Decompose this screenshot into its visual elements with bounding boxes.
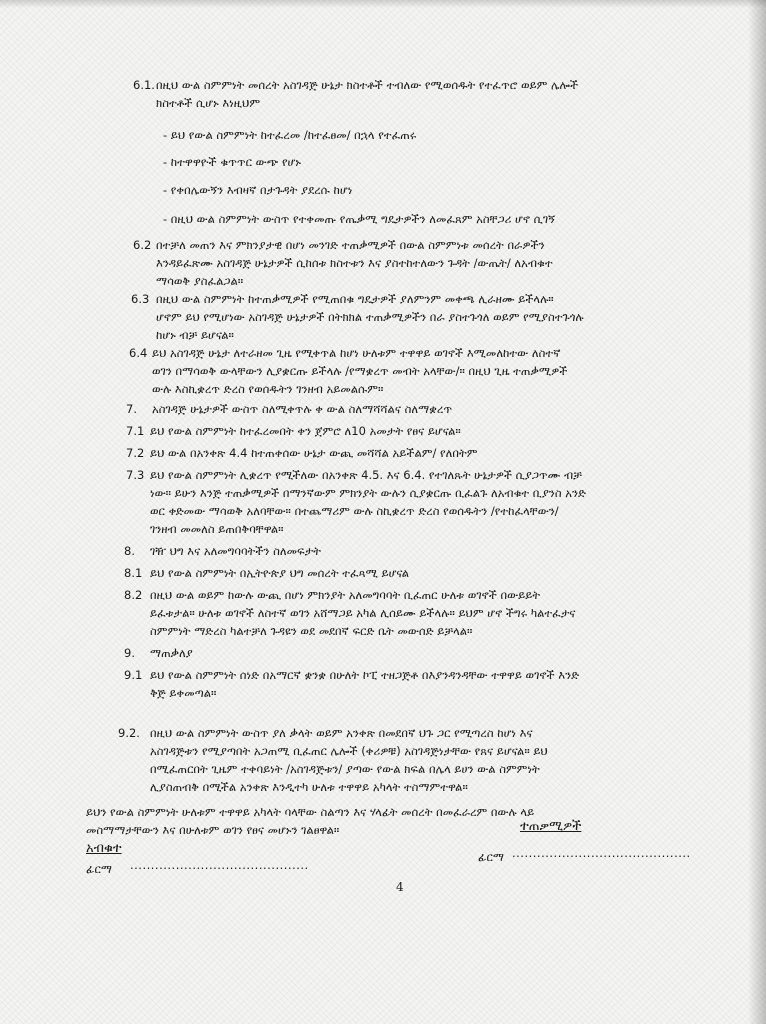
signatory-left-label: አብቁተ [86,841,122,856]
signature-right-label: ፊርማ [478,850,504,864]
page-fold-shadow [748,0,766,1024]
clause-text: ማሳወቅ ያስፈልጋል። [156,274,244,288]
clause-text: ገንዘብ መመለስ ይጠበቅባቸዋል። [150,522,284,536]
clause-text: ይህ የውል ስምምነት ሊቋረጥ የሚችለው በአንቀጽ 4.5. እና 6.4. የተገለጹት ሁኔታዎች ሲያጋጥሙ ብቻ [150,468,582,482]
clause-text: በተቻለ መጠን እና ምክንያታዊ በሆነ መንገድ ተጠቃሚዎች በውል ስምምነቱ መሰረት በራዎችን [156,238,545,252]
bullet-item: - የቀበሌውኝን እብዛኛ በታጉዳት ያደረሱ ከሆነ [163,183,353,197]
signature-left-label: ፊርማ [86,862,112,876]
clause-text: በዚህ ውል ስምምነት ውስጥ ያለ ቃላት ወይም አንቀጽ በመደበኛ ህጉ ጋር የሚጣረስ ከሆነ እና [150,726,533,740]
page-number: 4 [396,880,404,894]
clause-number: 9.1 [124,668,143,682]
clause-text: ይህ አስገዳጅ ሁኔታ ለተራዘመ ጊዜ የሚቀጥል ከሆነ ሁለቱም ተዋዋይ ወገኖች እሚመለከተው ለስተኛ [152,346,561,360]
clause-text: ቅጅ ይቀመጣል። [150,686,217,700]
clause-text: ወር ቀድመው ማሳወቅ አለባቸው። በተጨማሪም ውሉ ስኪቋረጥ ድረስ የወሰዱትን /የተከፈላቸውን/ [150,504,559,518]
clause-text: በዚህ ውል ስምምነት መሰረት አስገዳጅ ሁኔታ ክስተቶች ተብለው የሚወሰዱት የተፈጥሮ ወይም ሌሎች [156,78,579,92]
section-number: 7. [126,402,137,416]
clause-text: ከሆኑ ብቻ ይሆናል። [156,328,234,342]
signatory-right-label: ተጠቃሚዎች [520,819,582,834]
clause-text: ውሉ እስኪቋረጥ ድረስ የወሰዱትን ገንዘብ አይመልሱም። [152,382,384,396]
bullet-item: - ይህ የውል ስምምነት ከተፈረመ /ከተፈፀመ/ በኋላ የተፈጠሩ [163,128,417,142]
clause-text: በሚፈጠርበት ጊዜም ተቀባይነት /አስገዳጅቱን/ ያጣው የውል ክፍል በሌላ ይሀን ውል ስምምነት [150,762,540,776]
clause-number: 7.2 [126,446,145,460]
section-title: አስገዳጅ ሁኔታዎች ውስጥ ስለሚቀጥሉ ቀ ውል ስለማሻሻልና ስለማቋረጥ [152,402,453,416]
section-title: ገዥ ህግ እና አለመግባባትችን ስለመፍታት [150,544,321,558]
signature-right-line[interactable]: ........................................... [512,846,691,860]
clause-number: 6.2 [133,238,152,252]
closing-text: ይህን የውል ስምምነት ሁለቱም ተዋዋይ አካላት ባላቸው ስልጣን እና ሃላፊት መሰረት በመፈራረም በውሉ ላይ [86,805,535,819]
clause-text: ይህ የውል ስምምነት ሰነድ በአማርኛ ቋንቋ በሁለት ኮፒ ተዘጋጅቶ በእያንዳንዳቸው ተዋዋይ ወገኖች እንድ [150,668,580,682]
clause-number: 8.1 [124,566,143,580]
signature-left-line[interactable]: ........................................... [130,858,309,872]
clause-text: አስገዳጅቱን የሚያጣበት አጋጠሚ ቢፈጠር ሌሎች (ቀሪዎቹ) አስገዳጅነታቸው የጸና ይሆናል። ይህ [150,744,548,758]
section-title: ማጠቃለያ [150,646,193,660]
scan-edge [0,0,766,8]
clause-number: 9.2. [118,726,140,740]
clause-text: ሊያስጠብቅ በሚችል አንቀጽ እንዲተካ ሁለቱ ተዋዋይ አካላት ተስማምተዋል። [150,780,468,794]
clause-text: ነው። ይሁን እንጅ ተጠቃሚዎች በማንኛውም ምክንያት ውሉን ሲያቋርጡ ቢፈልጉ ለአብቁተ ቢያንስ አንድ [150,486,586,500]
closing-text: መስማማታቸውን እና በሁለቱም ወገን የፀና መሆኑን ገልፀዋል። [86,823,340,837]
section-number: 8. [124,544,135,558]
clause-text: በዚህ ውል ስምምነት ከተጠቃሚዎች የሚጠበቁ ግዴታዎች ያለምንም መቀጫ ሊራዘሙ ይችላሉ። [156,292,554,306]
clause-text: በዚህ ውል ወይም ከውሉ ውጪ በሆነ ምክንያት አለመግባባት ቢፈጠር ሁለቱ ወገኖች በውይይት [150,588,541,602]
clause-text: ይህ የውል ስምምነት በኢትዮጵያ ህግ መሰረት ተፈጻሚ ይሆናል [150,566,410,580]
clause-number: 6.4 [129,346,148,360]
clause-text: ስምምነት ማድረስ ካልተቻለ ጉዳዩን ወደ መደበኛ ፍርድ ቤት መውሰድ ይቻላል። [150,624,473,638]
bullet-item: - ከተዋዋዮች ቁጥጥር ውጭ የሆኑ [163,155,301,169]
bullet-item: - በዚህ ውል ስምምነት ውስጥ የተቀመጡ የጤቃሚ ግዴታዎችን ለመፈጸም አስቸጋሪ ሆኖ ሲገኝ [163,212,555,226]
clause-text: ይፈቱታል። ሁለቱ ወገኖች ለስተኛ ወገን አሸማጋይ አካል ሊሰይሙ ይችላሉ። ይህም ሆኖ ችግሩ ካልተፈታና [150,606,576,620]
clause-text: እንዳይፈጽሙ አስገዳጅ ሁኔታዎች ሲከሰቱ ክስተቱን እና ያስተከተለውን ጉዳት /ውጤት/ ለአብቁተ [156,256,553,270]
clause-text: ወገን በማሳወቅ ውላቸውን ሊያቋርጡ ይችላሉ /የማቋረጥ መብት አላቸው/። በዚህ ጊዜ ተጠቃሚዎች [152,364,568,378]
clause-text: ክስተቶች ሲሆኑ እነዚህም [156,96,261,110]
section-number: 9. [124,646,135,660]
clause-number: 7.3 [126,468,145,482]
clause-number: 6.1. [133,78,155,92]
clause-text: ሆኖም ይህ የሚሆነው አስገዳጅ ሁኔታዎች በትክክል ተጠቃሚዎችን በራ ያስተጉጎለ ወይም የሚያስተጉጎሉ [156,310,584,324]
clause-text: ይህ ውል በአንቀጽ 4.4 ከተጠቀሰው ሁኔታ ውጪ መሻሻል አይችልም/ የለበትም [150,446,478,460]
clause-number: 8.2 [124,588,143,602]
clause-number: 6.3 [131,292,150,306]
clause-text: ይህ የውል ስምምነት ከተፈረመበት ቀን ጀምሮ ለ10 አመታት የፀና ይሆናል። [150,424,461,438]
clause-number: 7.1 [126,424,145,438]
